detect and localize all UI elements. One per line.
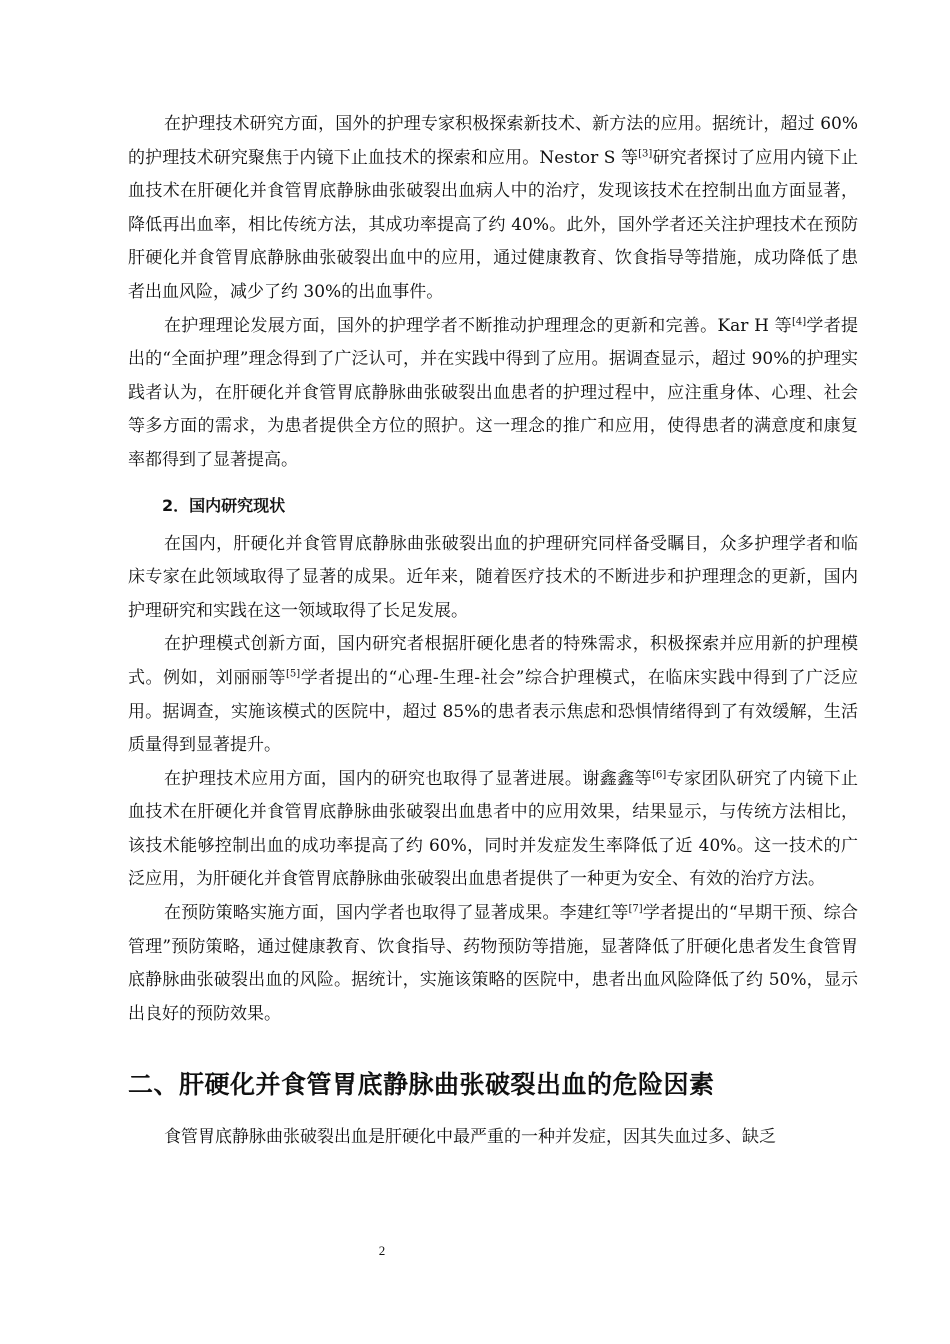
subheading-domestic-research: 2．国内研究现状 — [162, 495, 286, 515]
paragraph-domestic-prevention — [128, 897, 858, 1031]
paragraph-domestic-intro — [128, 528, 858, 629]
paragraph-text: 学者提出的“早期干预、综合管理”预防策略，通过健康教育、饮食指导、药物预防等措施，显著降低了肝硬化患者发生食管胃底静脉曲张破裂出血的风险。据统计，实施该策略的医院中，患者出血风险降低了约 50%，显示出良好的预防效果。 — [128, 903, 858, 1024]
citation-ref: [3] — [638, 147, 653, 159]
section-heading-risk-factors: 二、肝硬化并食管胃底静脉曲张破裂出血的危险因素 — [128, 1070, 715, 1100]
paragraph-domestic-model — [128, 628, 858, 762]
paragraph-risk-intro: 食管胃底静脉曲张破裂出血是肝硬化中最严重的一种并发症，因其失血过多、缺乏 — [164, 1127, 776, 1148]
paragraph-intl-theory — [128, 310, 858, 478]
paragraph-text: 学者提出的“全面护理”理念得到了广泛认可，并在实践中得到了应用。据调查显示，超过 90%的护理实践者认为，在肝硬化并食管胃底静脉曲张破裂出血患者的护理过程中，应注重身体、心理、社会等多方面的需求，为患者提供全方位的照护。这一理念的推广和应用，使得患者的满意度和康复率都得到了显著提高。 — [128, 315, 859, 470]
citation-ref: [6] — [652, 769, 667, 781]
paragraph-text: 学者提出的“心理-生理-社会”综合护理模式，在临床实践中得到了广泛应用。据调查，实施该模式的医院中，超过 85%的患者表示焦虑和恐惧情绪得到了有效缓解，生活质量得到显著提升。 — [128, 667, 858, 756]
paragraph-domestic-tech — [128, 763, 858, 897]
citation-ref: [4] — [791, 315, 807, 327]
paragraph-text: 研究者探讨了应用内镜下止血技术在肝硬化并食管胃底静脉曲张破裂出血病人中的治疗，发现该技术在控制出血方面显著，降低再出血率，相比传统方法，其成功率提高了约 40%。此外，国外学者还关注护理技术在预防肝硬化并食管胃底静脉曲张破裂出血中的应用，通过健康教育、饮食指导等措施，成功降低了患者出血风险，减少了约 30%的出血事件。 — [128, 147, 858, 302]
paragraph-text: 在国内，肝硬化并食管胃底静脉曲张破裂出血的护理研究同样备受瞩目，众多护理学者和临床专家在此领域取得了显著的成果。近年来，随着医疗技术的不断进步和护理理念的更新，国内护理研究和实践在这一领域取得了长足发展。 — [128, 533, 858, 621]
page-number: 2 — [378, 1243, 386, 1258]
paragraph-text: 在护理技术研究方面，国外的护理专家积极探索新技术、新方法的应用。据统计，超过 60%的护理技术研究聚焦于内镜下止血技术的探索和应用。Nestor S 等 — [128, 114, 858, 168]
paragraph-text: 在护理模式创新方面，国内研究者根据肝硬化患者的特殊需求，积极探索并应用新的护理模式。例如，刘丽丽等 — [128, 634, 858, 688]
paragraph-text: 在预防策略实施方面，国内学者也取得了显著成果。李建红等 — [164, 903, 629, 924]
paragraph-text: 专家团队研究了内镜下止血技术在肝硬化并食管胃底静脉曲张破裂出血患者中的应用效果，结果显示，与传统方法相比，该技术能够控制出血的成功率提高了约 60%，同时并发症发生率降低了近 40%。这一技术的广泛应用，为肝硬化并食管胃底静脉曲张破裂出血患者提供了一种更为安全、有效的治疗方法。 — [128, 768, 859, 890]
document-page — [128, 108, 858, 1155]
citation-ref: [5] — [286, 668, 301, 680]
paragraph-text: 在护理技术应用方面，国内的研究也取得了显著进展。谢鑫鑫等 — [164, 768, 653, 789]
paragraph-text: 在护理理论发展方面，国外的护理学者不断推动护理理念的更新和完善。Kar H 等 — [164, 315, 792, 336]
citation-ref: [7] — [628, 903, 643, 915]
paragraph-intl-tech — [128, 108, 858, 310]
